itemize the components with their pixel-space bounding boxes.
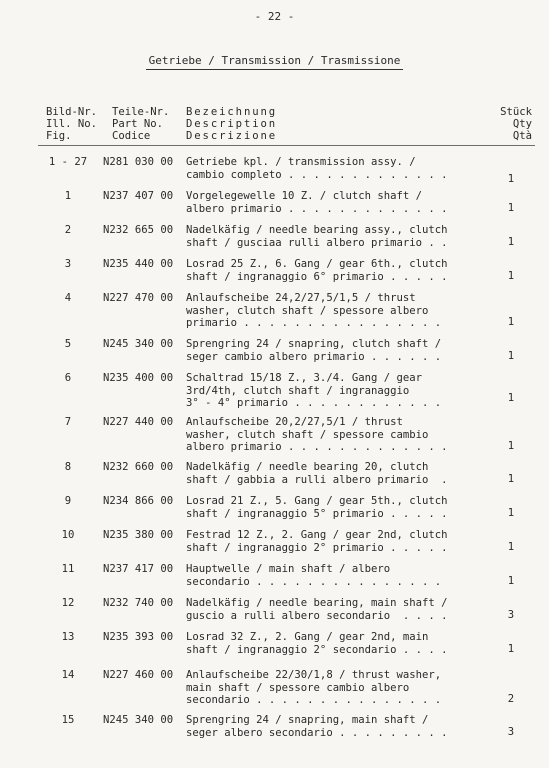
quantity: 1 <box>507 473 515 485</box>
page-number: - 22 - <box>254 10 295 23</box>
fig-number: 1 <box>64 190 72 202</box>
fig-number: 7 <box>64 416 72 428</box>
quantity: 1 <box>507 643 515 655</box>
quantity: 1 <box>507 541 515 553</box>
page-title <box>0 54 549 67</box>
description: Losrad 25 Z., 6. Gang / gear 6th., clutch shaft / ingranaggio 6° primario . . . . . <box>186 258 448 283</box>
part-number: N232 740 00 <box>103 597 174 609</box>
description: Festrad 12 Z., 2. Gang / gear 2nd, clutch shaft / ingranaggio 2° primario . . . . . <box>186 529 448 554</box>
part-number: N234 866 00 <box>103 495 174 507</box>
fig-number: 11 <box>61 563 75 575</box>
quantity: 1 <box>507 173 515 185</box>
part-number: N227 460 00 <box>103 669 174 681</box>
quantity: 1 <box>507 236 515 248</box>
quantity: 1 <box>507 316 515 328</box>
description: Schaltrad 15/18 Z., 3./4. Gang / gear 3rd/4th, clutch shaft / ingranaggio 3° - 4° primario . . . . . . . . . . . . <box>186 372 442 410</box>
header-description: Bezeichnung Description Descrizione <box>186 106 278 142</box>
header-fig: Bild-Nr. Ill. No. Fig. <box>46 106 98 142</box>
part-number: N281 030 00 <box>103 156 174 168</box>
fig-number: 4 <box>64 292 72 304</box>
part-number: N235 380 00 <box>103 529 174 541</box>
fig-number: 3 <box>64 258 72 270</box>
part-number: N232 665 00 <box>103 224 174 236</box>
part-number: N227 470 00 <box>103 292 174 304</box>
part-number: N227 440 00 <box>103 416 174 428</box>
header-qty: Stück Qty Qtà <box>500 106 532 142</box>
description: Nadelkäfig / needle bearing, main shaft / guscio a rulli albero secondario . . . . <box>186 597 448 622</box>
fig-number: 6 <box>64 372 72 384</box>
description: Nadelkäfig / needle bearing 20, clutch shaft / gabbia a rulli albero primario . <box>186 461 448 486</box>
part-number: N235 400 00 <box>103 372 174 384</box>
fig-number: 10 <box>61 529 75 541</box>
fig-number: 14 <box>61 669 75 681</box>
quantity: 3 <box>507 726 515 738</box>
quantity: 1 <box>507 507 515 519</box>
fig-number: 2 <box>64 224 72 236</box>
part-number: N237 417 00 <box>103 563 174 575</box>
description: Vorgelegewelle 10 Z. / clutch shaft / albero primario . . . . . . . . . . . . . <box>186 190 448 215</box>
part-number: N232 660 00 <box>103 461 174 473</box>
fig-number: 5 <box>64 338 72 350</box>
description: Losrad 21 Z., 5. Gang / gear 5th., clutch shaft / ingranaggio 5° primario . . . . . <box>186 495 448 520</box>
quantity: 1 <box>507 440 515 452</box>
part-number: N237 407 00 <box>103 190 174 202</box>
page-title-text: Getriebe / Transmission / Trasmissione <box>146 54 404 70</box>
header-part: Teile-Nr. Part No. Codice <box>112 106 170 142</box>
fig-number: 9 <box>64 495 72 507</box>
quantity: 1 <box>507 270 515 282</box>
description: Anlaufscheibe 22/30/1,8 / thrust washer, main shaft / spessore cambio albero secondario . . . . . . . . . . . . . . . <box>186 669 442 707</box>
description: Sprengring 24 / snapring, main shaft / seger albero secondario . . . . . . . . . <box>186 714 448 739</box>
description: Losrad 32 Z., 2. Gang / gear 2nd, main shaft / ingranaggio 2° secondario . . . . <box>186 631 448 656</box>
description: Sprengring 24 / snapring, clutch shaft / seger cambio albero primario . . . . . . <box>186 338 442 363</box>
quantity: 1 <box>507 202 515 214</box>
part-number: N235 393 00 <box>103 631 174 643</box>
description: Anlaufscheibe 20,2/27,5/1 / thrust washer, clutch shaft / spessore cambio albero primario . . . . . . . . . . . . . <box>186 416 448 454</box>
fig-number: 8 <box>64 461 72 473</box>
part-number: N235 440 00 <box>103 258 174 270</box>
quantity: 3 <box>507 609 515 621</box>
fig-number: 15 <box>61 714 75 726</box>
fig-number: 13 <box>61 631 75 643</box>
description: Nadelkäfig / needle bearing assy., clutch shaft / gusciaa rulli albero primario . . <box>186 224 448 249</box>
fig-number: 1 - 27 <box>48 156 88 168</box>
description: Hauptwelle / main shaft / albero secondario . . . . . . . . . . . . . . . <box>186 563 442 588</box>
description: Getriebe kpl. / transmission assy. / cambio completo . . . . . . . . . . . . . <box>186 156 448 181</box>
header-rule <box>38 145 535 146</box>
quantity: 1 <box>507 392 515 404</box>
quantity: 1 <box>507 350 515 362</box>
fig-number: 12 <box>61 597 75 609</box>
description: Anlaufscheibe 24,2/27,5/1,5 / thrust washer, clutch shaft / spessore albero primario . . . . . . . . . . . . . . . . <box>186 292 442 330</box>
part-number: N245 340 00 <box>103 338 174 350</box>
quantity: 1 <box>507 575 515 587</box>
part-number: N245 340 00 <box>103 714 174 726</box>
quantity: 2 <box>507 693 515 705</box>
